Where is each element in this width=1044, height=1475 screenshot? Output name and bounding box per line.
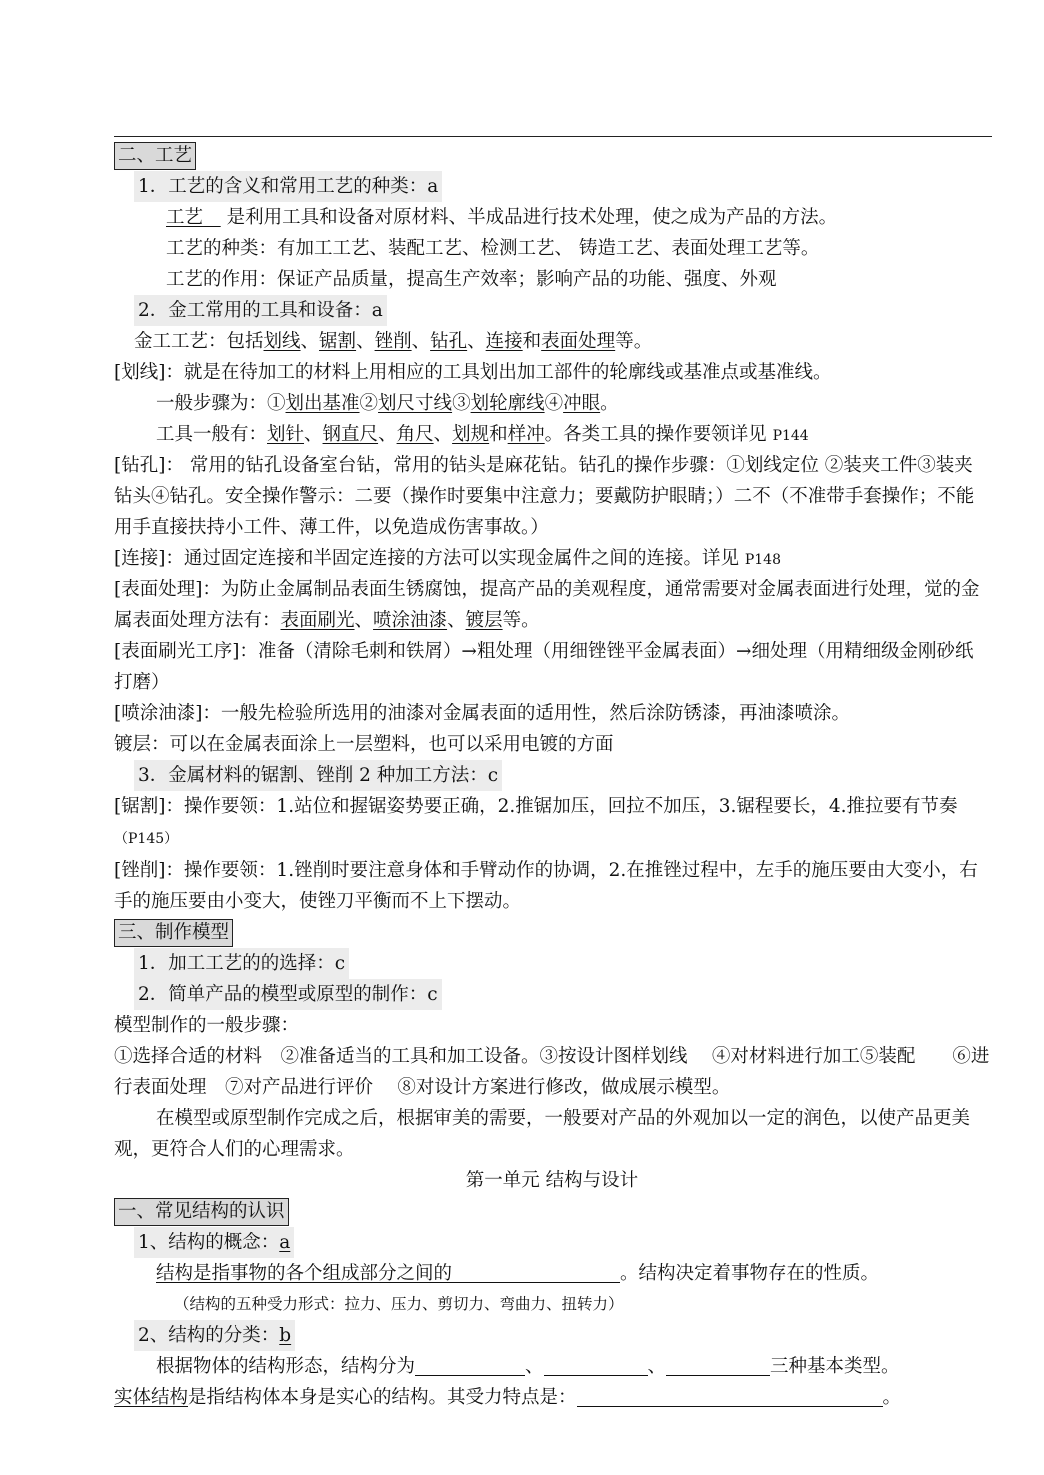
craft-definition: 工艺 是利用工具和设备对原材料、半成品进行技术处理，使之成为产品的方法。 (166, 207, 838, 228)
fill-blank[interactable] (452, 1262, 620, 1283)
fill-blank[interactable] (577, 1386, 883, 1407)
surface-treatment-paragraph: [表面处理]：为防止金属制品表面生锈腐蚀，提高产品的美观程度，通常需要对金属表面进行处理，觉的金属表面处理方法有：表面刷光、喷涂油漆、镀层等。 (114, 579, 980, 631)
force-forms-note: （结构的五种受力形式：拉力、压力、剪切力、弯曲力、扭转力） (174, 1295, 624, 1313)
section-heading-model: 三、制作模型 (114, 919, 233, 947)
model-steps-heading: 模型制作的一般步骤： (114, 1015, 300, 1036)
term-craft: 工艺 (166, 207, 204, 228)
brushing-process: [表面刷光工序]：准备（清除毛刺和铁屑）→粗处理（用细锉锉平金属表面）→细处理（用精细级金刚砂纸打磨） (114, 641, 974, 693)
craft-kinds: 工艺的种类：有加工工艺、装配工艺、检测工艺、 铸造工艺、表面处理工艺等。 (166, 238, 820, 259)
item-craft-meaning: 1．工艺的含义和常用工艺的种类：a (134, 171, 442, 202)
drilling-paragraph: [钻孔]： 常用的钻孔设备室台钻，常用的钻头是麻花钻。钻孔的操作步骤：①划线定位 ②装夹工件③装夹钻头④钻孔。安全操作警示：二要（操作时要集中注意力；要戴防护眼睛；）二不（不准带手套操作；不能用手直接扶持小工件、薄工件，以免造成伤害事故。） (114, 455, 975, 538)
unit-title: 第一单元 结构与设计 (465, 1170, 639, 1191)
plating: 镀层：可以在金属表面涂上一层塑料，也可以采用电镀的方面 (114, 734, 614, 755)
craft-use: 工艺的作用：保证产品质量，提高生产效率；影响产品的功能、强度、外观 (166, 269, 777, 290)
metalwork-processes: 金工工艺：包括划线、锯割、锉削、钻孔、连接和表面处理等。 (134, 331, 653, 352)
section-heading-craft: 二、工艺 (114, 142, 196, 170)
marking-definition: [划线]：就是在待加工的材料上用相应的工具划出加工部件的轮廓线或基准点或基准线。 (114, 362, 832, 383)
joining-paragraph: [连接]：通过固定连接和半固定连接的方法可以实现金属件之间的连接。详见 P148 (114, 548, 781, 569)
model-finishing: 在模型或原型制作完成之后，根据审美的需要，一般要对产品的外观加以一定的润色，以使产品更美观，更符合人们的心理需求。 (114, 1108, 971, 1160)
item-sawing-filing: 3．金属材料的锯割、锉削 2 种加工方法：c (134, 760, 502, 791)
filing-paragraph: [锉削]：操作要领：1.锉削时要注意身体和手臂动作的协调，2.在推锉过程中，左手的施压要由大变小，右手的施压要由小变大，使锉刀平衡而不上下摆动。 (114, 860, 978, 912)
structure-types: 根据物体的结构形态，结构分为 、 、 三种基本类型。 (156, 1356, 900, 1377)
item-process-selection: 1．加工工艺的的选择：c (134, 948, 349, 979)
item-structure-concept: 1、结构的概念：a (114, 1227, 990, 1258)
solid-structure: 实体结构是指结构体本身是实心的结构。其受力特点是： 。 (114, 1387, 902, 1408)
document-body (114, 140, 990, 1413)
header-rule (114, 136, 992, 137)
structure-definition: 结构是指事物的各个组成部分之间的 。结构决定着事物存在的性质。 (156, 1263, 880, 1284)
section-heading-structure: 一、常见结构的认识 (114, 1198, 289, 1226)
item-structure-types: 2、结构的分类：b (114, 1320, 990, 1351)
model-steps: ①选择合适的材料 ②准备适当的工具和加工设备。③按设计图样划线 ④对材料进行加工⑤装配 ⑥进行表面处理 ⑦对产品进行评价 ⑧对设计方案进行修改，做成展示模型。 (114, 1046, 990, 1098)
fill-blank[interactable] (666, 1355, 770, 1376)
item-metal-tools: 2．金工常用的工具和设备：a (134, 295, 387, 326)
fill-blank[interactable] (544, 1355, 648, 1376)
marking-tools: 工具一般有：划针、钢直尺、角尺、划规和样冲。各类工具的操作要领详见 P144 (156, 424, 809, 445)
item-model-making: 2．简单产品的模型或原型的制作：c (134, 979, 442, 1010)
sawing-paragraph: [锯割]：操作要领：1.站位和握锯姿势要正确，2.推锯加压，回拉不加压，3.锯程要长，4.推拉要有节奏 （P145） (114, 796, 958, 847)
fill-blank[interactable] (415, 1355, 525, 1376)
spray-painting: [喷涂油漆]：一般先检验所选用的油漆对金属表面的适用性，然后涂防锈漆，再油漆喷涂。 (114, 703, 850, 724)
marking-steps: 一般步骤为：①划出基准②划尺寸线③划轮廓线④冲眼。 (156, 393, 619, 414)
